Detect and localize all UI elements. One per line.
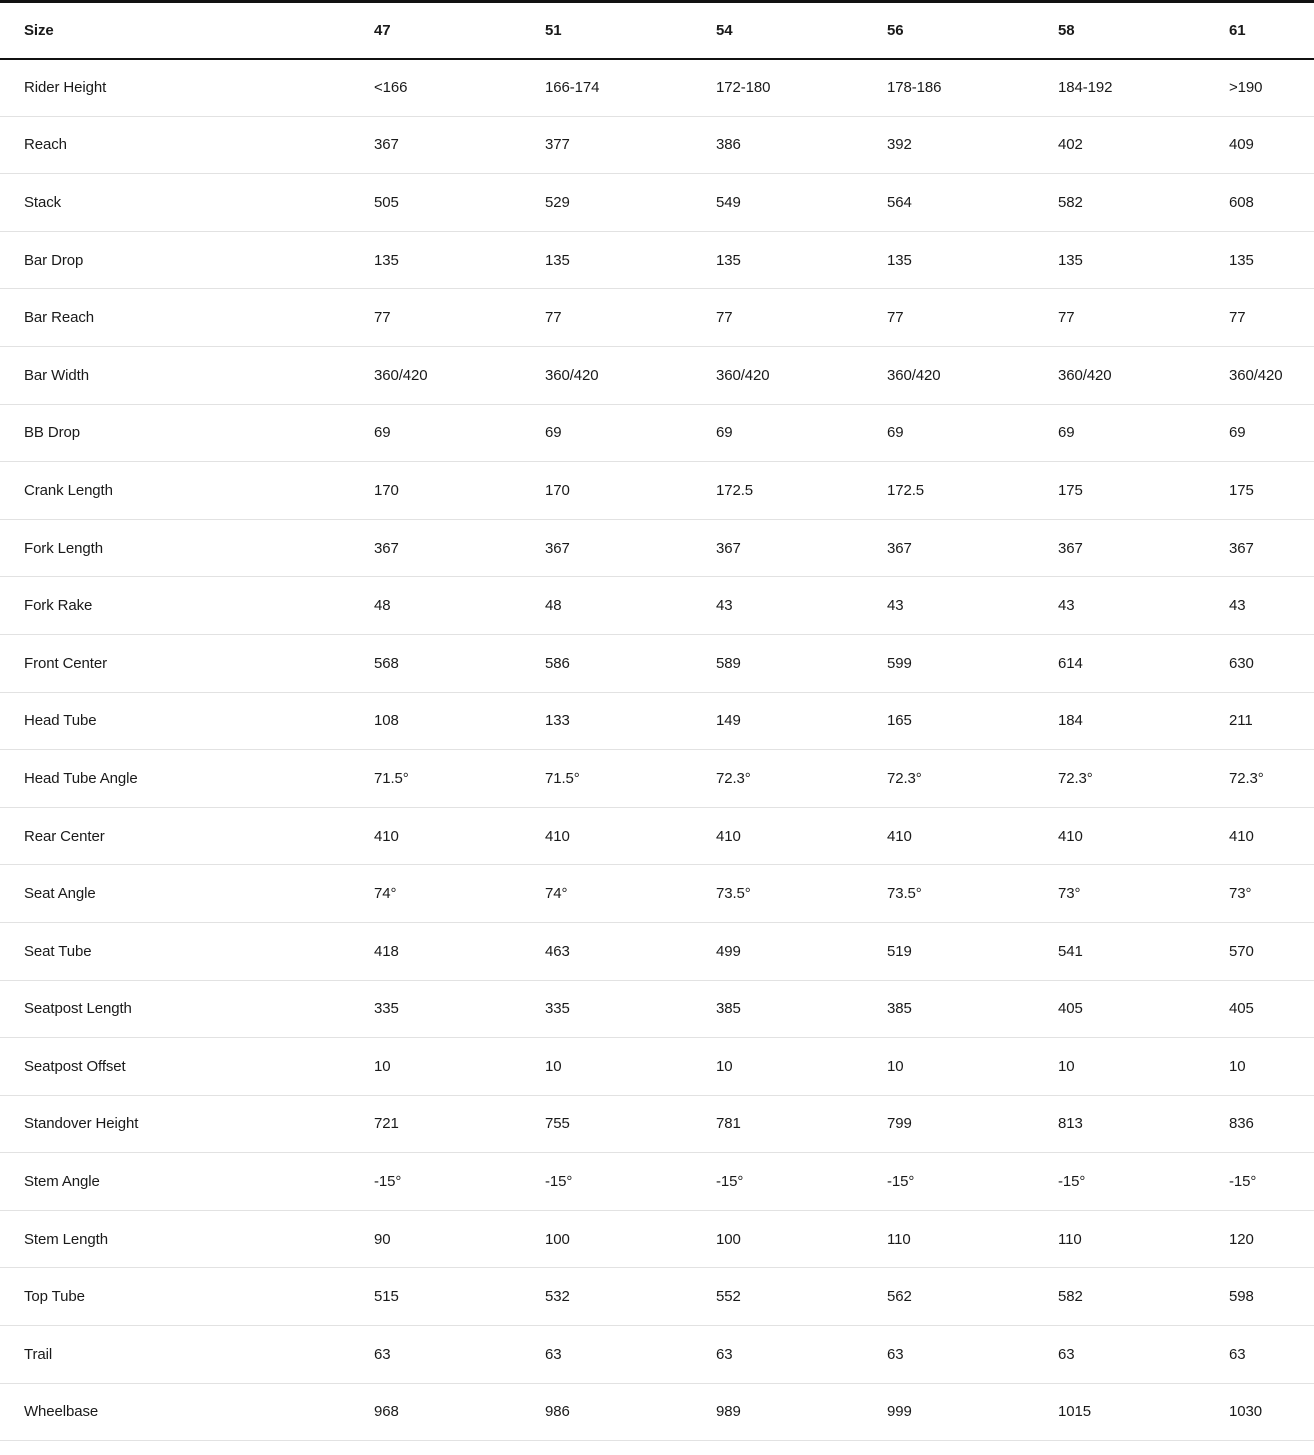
- cell-value: 386: [716, 116, 887, 174]
- header-size: Size: [0, 2, 374, 59]
- table-row: [0, 1095, 1314, 1153]
- cell-value: 90: [374, 1210, 545, 1268]
- cell-value: 562: [887, 1268, 1058, 1326]
- cell-value: 149: [716, 692, 887, 750]
- cell-value: 77: [887, 289, 1058, 347]
- cell-value: 755: [545, 1095, 716, 1153]
- row-label: BB Drop: [0, 404, 374, 462]
- cell-value: 178-186: [887, 59, 1058, 117]
- cell-value: 172.5: [716, 462, 887, 520]
- table-row: [0, 634, 1314, 692]
- cell-value: 335: [545, 980, 716, 1038]
- header-row: [0, 2, 1314, 59]
- cell-value: 43: [1058, 577, 1229, 635]
- cell-value: 100: [545, 1210, 716, 1268]
- cell-value: 170: [545, 462, 716, 520]
- cell-value: 77: [1058, 289, 1229, 347]
- cell-value: 463: [545, 922, 716, 980]
- cell-value: 1030: [1229, 1383, 1314, 1441]
- cell-value: 135: [1229, 231, 1314, 289]
- cell-value: 360/420: [887, 346, 1058, 404]
- row-label: Seatpost Offset: [0, 1038, 374, 1096]
- cell-value: 392: [887, 116, 1058, 174]
- cell-value: 69: [1229, 404, 1314, 462]
- cell-value: >190: [1229, 59, 1314, 117]
- row-label: Stem Angle: [0, 1153, 374, 1211]
- table-row: [0, 59, 1314, 117]
- cell-value: -15°: [374, 1153, 545, 1211]
- row-label: Seatpost Length: [0, 980, 374, 1038]
- table-row: [0, 577, 1314, 635]
- table-row: [0, 750, 1314, 808]
- cell-value: 367: [374, 519, 545, 577]
- row-label: Crank Length: [0, 462, 374, 520]
- cell-value: 968: [374, 1383, 545, 1441]
- header-size-61: 61: [1229, 2, 1314, 59]
- cell-value: 377: [545, 116, 716, 174]
- cell-value: 385: [716, 980, 887, 1038]
- row-label: Seat Angle: [0, 865, 374, 923]
- cell-value: -15°: [887, 1153, 1058, 1211]
- cell-value: 564: [887, 174, 1058, 232]
- table-row: [0, 1210, 1314, 1268]
- cell-value: 172-180: [716, 59, 887, 117]
- table-row: [0, 231, 1314, 289]
- cell-value: 63: [545, 1326, 716, 1384]
- cell-value: 69: [374, 404, 545, 462]
- cell-value: 133: [545, 692, 716, 750]
- cell-value: 10: [1229, 1038, 1314, 1096]
- cell-value: 48: [545, 577, 716, 635]
- cell-value: 568: [374, 634, 545, 692]
- cell-value: 410: [1058, 807, 1229, 865]
- header-size-51: 51: [545, 2, 716, 59]
- cell-value: 184: [1058, 692, 1229, 750]
- table-row: [0, 692, 1314, 750]
- table-row: [0, 807, 1314, 865]
- cell-value: 813: [1058, 1095, 1229, 1153]
- cell-value: 172.5: [887, 462, 1058, 520]
- cell-value: 1015: [1058, 1383, 1229, 1441]
- row-label: Bar Drop: [0, 231, 374, 289]
- row-label: Trail: [0, 1326, 374, 1384]
- cell-value: 532: [545, 1268, 716, 1326]
- cell-value: 73°: [1058, 865, 1229, 923]
- cell-value: 69: [716, 404, 887, 462]
- cell-value: 10: [545, 1038, 716, 1096]
- cell-value: 614: [1058, 634, 1229, 692]
- cell-value: 410: [716, 807, 887, 865]
- cell-value: 367: [1058, 519, 1229, 577]
- header-size-54: 54: [716, 2, 887, 59]
- cell-value: 10: [374, 1038, 545, 1096]
- cell-value: 999: [887, 1383, 1058, 1441]
- cell-value: 335: [374, 980, 545, 1038]
- cell-value: 410: [1229, 807, 1314, 865]
- cell-value: 10: [716, 1038, 887, 1096]
- cell-value: 184-192: [1058, 59, 1229, 117]
- cell-value: 165: [887, 692, 1058, 750]
- cell-value: 100: [716, 1210, 887, 1268]
- cell-value: 43: [1229, 577, 1314, 635]
- table-row: [0, 116, 1314, 174]
- row-label: Rear Center: [0, 807, 374, 865]
- cell-value: 72.3°: [716, 750, 887, 808]
- cell-value: 48: [374, 577, 545, 635]
- cell-value: 552: [716, 1268, 887, 1326]
- table-row: [0, 174, 1314, 232]
- cell-value: 410: [374, 807, 545, 865]
- cell-value: 505: [374, 174, 545, 232]
- table-row: [0, 922, 1314, 980]
- cell-value: 63: [374, 1326, 545, 1384]
- cell-value: 608: [1229, 174, 1314, 232]
- row-label: Stem Length: [0, 1210, 374, 1268]
- cell-value: 63: [716, 1326, 887, 1384]
- cell-value: 360/420: [1058, 346, 1229, 404]
- cell-value: 71.5°: [374, 750, 545, 808]
- cell-value: 63: [1058, 1326, 1229, 1384]
- row-label: Stack: [0, 174, 374, 232]
- geometry-table-body: [0, 59, 1314, 1441]
- cell-value: 986: [545, 1383, 716, 1441]
- table-row: [0, 1268, 1314, 1326]
- cell-value: 135: [374, 231, 545, 289]
- cell-value: -15°: [716, 1153, 887, 1211]
- cell-value: 175: [1229, 462, 1314, 520]
- row-label: Fork Length: [0, 519, 374, 577]
- cell-value: 108: [374, 692, 545, 750]
- cell-value: 781: [716, 1095, 887, 1153]
- cell-value: 69: [887, 404, 1058, 462]
- cell-value: 77: [545, 289, 716, 347]
- table-row: [0, 404, 1314, 462]
- row-label: Fork Rake: [0, 577, 374, 635]
- table-row: [0, 980, 1314, 1038]
- cell-value: 589: [716, 634, 887, 692]
- cell-value: 63: [887, 1326, 1058, 1384]
- table-row: [0, 1326, 1314, 1384]
- cell-value: 63: [1229, 1326, 1314, 1384]
- cell-value: 367: [1229, 519, 1314, 577]
- cell-value: 367: [545, 519, 716, 577]
- cell-value: -15°: [545, 1153, 716, 1211]
- cell-value: 43: [716, 577, 887, 635]
- cell-value: 586: [545, 634, 716, 692]
- cell-value: 69: [1058, 404, 1229, 462]
- cell-value: 135: [887, 231, 1058, 289]
- cell-value: 360/420: [545, 346, 716, 404]
- cell-value: 69: [545, 404, 716, 462]
- cell-value: 360/420: [716, 346, 887, 404]
- table-row: [0, 462, 1314, 520]
- cell-value: 598: [1229, 1268, 1314, 1326]
- cell-value: 582: [1058, 1268, 1229, 1326]
- table-row: [0, 1153, 1314, 1211]
- table-row: [0, 289, 1314, 347]
- cell-value: 72.3°: [1058, 750, 1229, 808]
- cell-value: 989: [716, 1383, 887, 1441]
- table-row: [0, 346, 1314, 404]
- row-label: Wheelbase: [0, 1383, 374, 1441]
- table-row: [0, 1038, 1314, 1096]
- cell-value: 43: [887, 577, 1058, 635]
- cell-value: 367: [887, 519, 1058, 577]
- cell-value: 73.5°: [716, 865, 887, 923]
- row-label: Reach: [0, 116, 374, 174]
- row-label: Head Tube: [0, 692, 374, 750]
- cell-value: 72.3°: [1229, 750, 1314, 808]
- row-label: Standover Height: [0, 1095, 374, 1153]
- table-row: [0, 865, 1314, 923]
- cell-value: 175: [1058, 462, 1229, 520]
- cell-value: 630: [1229, 634, 1314, 692]
- row-label: Bar Width: [0, 346, 374, 404]
- header-size-56: 56: [887, 2, 1058, 59]
- row-label: Seat Tube: [0, 922, 374, 980]
- cell-value: 499: [716, 922, 887, 980]
- cell-value: <166: [374, 59, 545, 117]
- cell-value: 799: [887, 1095, 1058, 1153]
- cell-value: 170: [374, 462, 545, 520]
- cell-value: 721: [374, 1095, 545, 1153]
- cell-value: 10: [1058, 1038, 1229, 1096]
- cell-value: 405: [1058, 980, 1229, 1038]
- cell-value: 410: [887, 807, 1058, 865]
- cell-value: 367: [716, 519, 887, 577]
- cell-value: 77: [716, 289, 887, 347]
- cell-value: 549: [716, 174, 887, 232]
- header-size-58: 58: [1058, 2, 1229, 59]
- cell-value: 74°: [545, 865, 716, 923]
- cell-value: 515: [374, 1268, 545, 1326]
- cell-value: 135: [1058, 231, 1229, 289]
- cell-value: 418: [374, 922, 545, 980]
- table-row: [0, 1383, 1314, 1441]
- table-row: [0, 519, 1314, 577]
- cell-value: 110: [887, 1210, 1058, 1268]
- cell-value: 570: [1229, 922, 1314, 980]
- cell-value: 367: [374, 116, 545, 174]
- cell-value: 402: [1058, 116, 1229, 174]
- cell-value: 529: [545, 174, 716, 232]
- cell-value: 135: [716, 231, 887, 289]
- row-label: Rider Height: [0, 59, 374, 117]
- cell-value: 73.5°: [887, 865, 1058, 923]
- cell-value: 10: [887, 1038, 1058, 1096]
- cell-value: -15°: [1058, 1153, 1229, 1211]
- cell-value: 385: [887, 980, 1058, 1038]
- cell-value: 77: [1229, 289, 1314, 347]
- cell-value: 360/420: [374, 346, 545, 404]
- row-label: Top Tube: [0, 1268, 374, 1326]
- cell-value: 74°: [374, 865, 545, 923]
- cell-value: 73°: [1229, 865, 1314, 923]
- cell-value: 211: [1229, 692, 1314, 750]
- row-label: Bar Reach: [0, 289, 374, 347]
- cell-value: 71.5°: [545, 750, 716, 808]
- cell-value: 405: [1229, 980, 1314, 1038]
- cell-value: 135: [545, 231, 716, 289]
- header-size-47: 47: [374, 2, 545, 59]
- cell-value: 836: [1229, 1095, 1314, 1153]
- cell-value: 599: [887, 634, 1058, 692]
- cell-value: 519: [887, 922, 1058, 980]
- row-label: Head Tube Angle: [0, 750, 374, 808]
- cell-value: 77: [374, 289, 545, 347]
- cell-value: 72.3°: [887, 750, 1058, 808]
- cell-value: 410: [545, 807, 716, 865]
- cell-value: 110: [1058, 1210, 1229, 1268]
- cell-value: 120: [1229, 1210, 1314, 1268]
- cell-value: 582: [1058, 174, 1229, 232]
- row-label: Front Center: [0, 634, 374, 692]
- cell-value: -15°: [1229, 1153, 1314, 1211]
- cell-value: 166-174: [545, 59, 716, 117]
- cell-value: 360/420: [1229, 346, 1314, 404]
- cell-value: 409: [1229, 116, 1314, 174]
- cell-value: 541: [1058, 922, 1229, 980]
